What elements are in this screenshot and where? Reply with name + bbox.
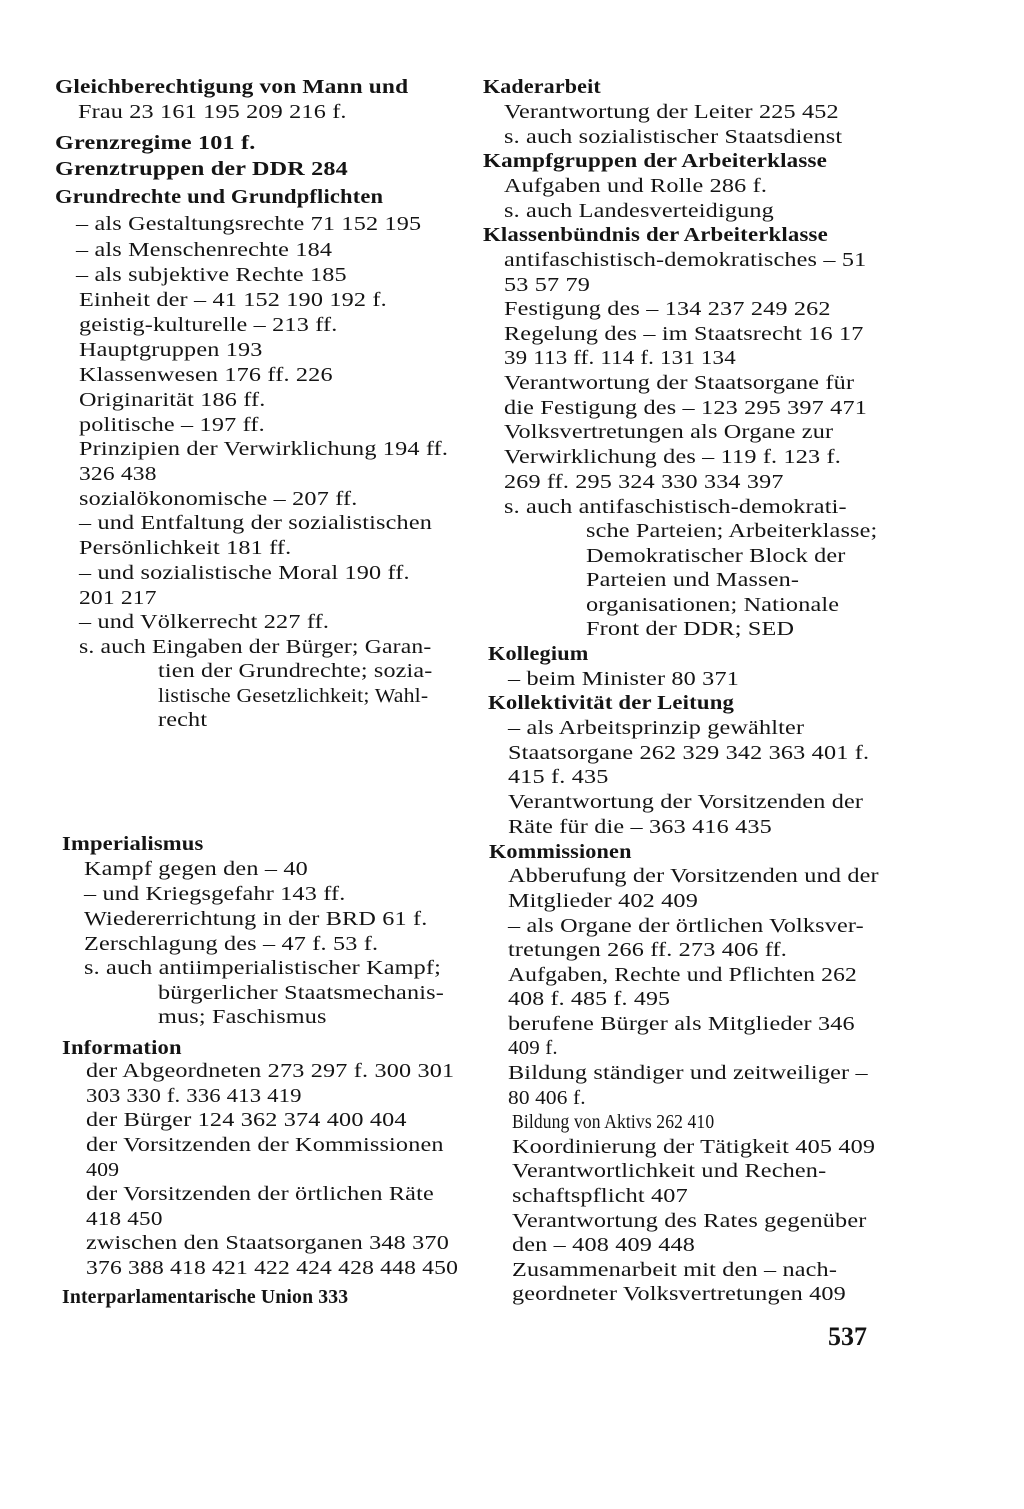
- right-index-entry: den – 408 409 448: [512, 1234, 696, 1256]
- left-index-heading: Interparlamentarische Union 333: [62, 1286, 349, 1308]
- right-index-entry: Räte für die – 363 416 435: [508, 816, 772, 838]
- right-index-entry: 80 406 f.: [508, 1087, 586, 1109]
- left-index-entry: politische – 197 ff.: [79, 414, 265, 436]
- right-index-entry: Zusammenarbeit mit den – nach-: [512, 1259, 838, 1281]
- left-index-entry: 201 217: [79, 587, 157, 609]
- left-index-entry: recht: [158, 709, 208, 731]
- left-index-entry: Originarität 186 ff.: [79, 389, 266, 411]
- left-index-entry: – und Völkerrecht 227 ff.: [79, 611, 330, 633]
- right-index-entry: Verantwortlichkeit und Rechen-: [512, 1160, 827, 1182]
- left-index-entry: Frau 23 161 195 209 216 f.: [78, 101, 347, 123]
- left-index-heading: Information: [62, 1037, 182, 1059]
- left-index-entry: Hauptgruppen 193: [79, 339, 263, 361]
- left-index-heading: Grundrechte und Grundpflichten: [55, 186, 384, 208]
- left-index-entry: mus; Faschismus: [158, 1006, 327, 1028]
- left-index-entry: der Vorsitzenden der örtlichen Räte: [86, 1183, 434, 1205]
- right-index-entry: berufene Bürger als Mitglieder 346: [508, 1013, 855, 1035]
- right-index-entry: s. auch sozialistischer Staatsdienst: [504, 126, 843, 148]
- left-index-entry: 326 438: [79, 463, 157, 485]
- left-index-entry: geistig-kulturelle – 213 ff.: [79, 314, 338, 336]
- right-index-entry: Aufgaben und Rolle 286 f.: [504, 175, 768, 197]
- right-index-entry: Verwirklichung des – 119 f. 123 f.: [504, 446, 842, 468]
- left-index-entry: – und sozialistische Moral 190 ff.: [79, 562, 410, 584]
- left-index-entry: 418 450: [86, 1208, 163, 1230]
- right-index-entry: 53 57 79: [504, 274, 591, 296]
- left-index-entry: Kampf gegen den – 40: [84, 858, 308, 880]
- left-index-heading: Grenzregime 101 f.: [55, 132, 256, 154]
- right-index-entry: Staatsorgane 262 329 342 363 401 f.: [508, 742, 870, 764]
- right-index-entry: organisationen; Nationale: [586, 594, 840, 616]
- right-index-entry: tretungen 266 ff. 273 406 ff.: [508, 939, 788, 961]
- right-index-entry: – als Arbeitsprinzip gewählter: [508, 717, 805, 739]
- right-index-entry: s. auch Landesverteidigung: [504, 200, 774, 222]
- right-index-entry: 409 f.: [508, 1037, 558, 1059]
- right-index-entry: – beim Minister 80 371: [508, 668, 740, 690]
- left-index-entry: s. auch Eingaben der Bürger; Garan-: [79, 636, 432, 658]
- left-index-entry: 376 388 418 421 422 424 428 448 450: [86, 1257, 459, 1279]
- left-index-entry: 409: [86, 1159, 120, 1181]
- left-index-entry: Klassenwesen 176 ff. 226: [79, 364, 333, 386]
- right-index-entry: antifaschistisch-demokratisches – 51: [504, 249, 867, 271]
- left-index-entry: – als Menschenrechte 184: [76, 239, 333, 261]
- left-index-heading: Gleichberechtigung von Mann und: [55, 76, 409, 98]
- right-index-entry: Verantwortung der Vorsitzenden der: [508, 791, 864, 813]
- left-index-entry: – als subjektive Rechte 185: [76, 264, 347, 286]
- left-index-entry: – und Entfaltung der sozialistischen: [79, 512, 433, 534]
- left-index-entry: der Vorsitzenden der Kommissionen: [86, 1134, 444, 1156]
- right-index-entry: Demokratischer Block der: [586, 545, 846, 567]
- right-index-entry: die Festigung des – 123 295 397 471: [504, 397, 867, 419]
- left-index-entry: der Abgeordneten 273 297 f. 300 301: [86, 1060, 455, 1082]
- left-index-entry: bürgerlicher Staatsmechanis-: [158, 982, 444, 1004]
- left-index-entry: Zerschlagung des – 47 f. 53 f.: [84, 933, 379, 955]
- right-index-heading: Kampfgruppen der Arbeiterklasse: [483, 150, 828, 172]
- right-index-heading: Kommissionen: [489, 841, 632, 863]
- right-index-entry: 415 f. 435: [508, 766, 609, 788]
- left-index-entry: Prinzipien der Verwirklichung 194 ff.: [79, 438, 449, 460]
- left-index-entry: s. auch antiimperialistischer Kampf;: [84, 957, 442, 979]
- right-index-entry: Parteien und Massen-: [586, 569, 800, 591]
- left-index-entry: listische Gesetzlichkeit; Wahl-: [158, 685, 429, 707]
- right-index-entry: Regelung des – im Staatsrecht 16 17: [504, 323, 864, 345]
- left-index-entry: sozialökonomische – 207 ff.: [79, 488, 358, 510]
- right-index-entry: Bildung ständiger und zeitweiliger –: [508, 1062, 868, 1084]
- right-index-heading: Kollektivität der Leitung: [488, 692, 735, 714]
- left-index-entry: Persönlichkeit 181 ff.: [79, 537, 292, 559]
- right-index-entry: Koordinierung der Tätigkeit 405 409: [512, 1136, 876, 1158]
- right-index-entry: Bildung von Aktivs 262 410: [512, 1111, 715, 1133]
- right-index-entry: Verantwortung des Rates gegenüber: [512, 1210, 867, 1232]
- right-index-entry: Mitglieder 402 409: [508, 890, 698, 912]
- right-index-entry: Aufgaben, Rechte und Pflichten 262: [508, 964, 857, 986]
- right-index-entry: sche Parteien; Arbeiterklasse;: [586, 520, 878, 542]
- right-index-entry: Abberufung der Vorsitzenden und der: [508, 865, 879, 887]
- right-index-entry: s. auch antifaschistisch-demokrati-: [504, 496, 847, 518]
- right-index-entry: Volksvertretungen als Organe zur: [504, 421, 834, 443]
- right-index-entry: schaftspflicht 407: [512, 1185, 688, 1207]
- right-index-entry: Verantwortung der Staatsorgane für: [504, 372, 855, 394]
- right-index-entry: geordneter Volksvertretungen 409: [512, 1283, 846, 1305]
- left-index-entry: – und Kriegsgefahr 143 ff.: [84, 883, 346, 905]
- left-index-entry: der Bürger 124 362 374 400 404: [86, 1109, 407, 1131]
- right-index-entry: Front der DDR; SED: [586, 618, 795, 640]
- left-index-entry: Einheit der – 41 152 190 192 f.: [79, 289, 387, 311]
- left-index-entry: zwischen den Staatsorganen 348 370: [86, 1232, 449, 1254]
- right-index-entry: Festigung des – 134 237 249 262: [504, 298, 831, 320]
- right-index-entry: – als Organe der örtlichen Volksver-: [508, 915, 864, 937]
- right-index-entry: 39 113 ff. 114 f. 131 134: [504, 347, 736, 369]
- right-index-heading: Kollegium: [488, 643, 589, 665]
- left-index-entry: Wiedererrichtung in der BRD 61 f.: [84, 908, 428, 930]
- right-index-heading: Klassenbündnis der Arbeiterklasse: [483, 224, 828, 246]
- right-index-entry: 408 f. 485 f. 495: [508, 988, 671, 1010]
- right-index-entry: Verantwortung der Leiter 225 452: [504, 101, 839, 123]
- left-index-entry: tien der Grundrechte; sozia-: [158, 660, 433, 682]
- left-index-heading: Imperialismus: [62, 833, 204, 855]
- left-index-entry: – als Gestaltungsrechte 71 152 195: [76, 213, 422, 235]
- page-number: 537: [828, 1322, 867, 1351]
- right-index-entry: 269 ff. 295 324 330 334 397: [504, 471, 784, 493]
- left-index-heading: Grenztruppen der DDR 284: [55, 158, 348, 180]
- right-index-heading: Kaderarbeit: [483, 76, 601, 98]
- left-index-entry: 303 330 f. 336 413 419: [86, 1085, 302, 1107]
